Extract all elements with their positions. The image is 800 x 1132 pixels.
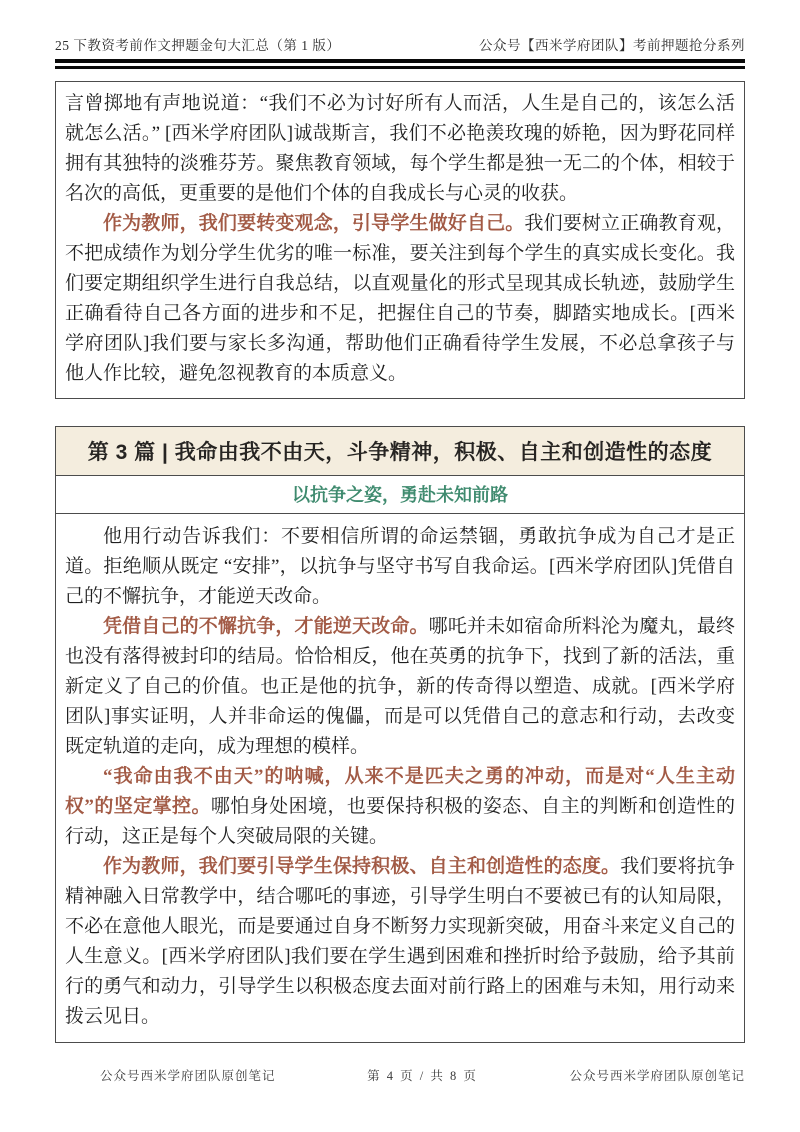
- paragraph: [65, 852, 735, 1032]
- paragraph-emphasis: 作为教师，我们要转变观念，引导学生做好自己。: [103, 213, 525, 234]
- essay-3-subtitle: 以抗争之姿，勇赴未知前路: [56, 476, 744, 514]
- page-header: [55, 0, 745, 54]
- paragraph-text: 言曾掷地有声地说道：“我们不必为讨好所有人而活，人生是自己的，该怎么活就怎么活。” [西米学府团队]诚哉斯言，我们不必艳羡玫瑰的娇艳，因为野花同样拥有其独特的淡雅芬芳。聚焦教育领域，每个学生都是独一无二的个体，相较于名次的高低，更重要的是他们个体的自我成长与心灵的收获。: [65, 93, 735, 204]
- paragraph-emphasis: 凭借自己的不懈抗争，才能逆天改命。: [103, 616, 429, 637]
- header-double-rule: [55, 59, 745, 69]
- paragraph-text: 他用行动告诉我们：不要相信所谓的命运禁锢，勇敢抗争成为自己才是正道。拒绝顺从既定 “安排”，以抗争与坚守书写自我命运。[西米学府团队]凭借自己的不懈抗争，才能逆天改命。: [65, 526, 735, 607]
- paragraph-text: 哪怕身处困境，也要保持积极的姿态、自主的判断和创造性的行动，这正是每个人突破局限的关键。: [65, 796, 735, 847]
- essay-3-section: [55, 426, 745, 1043]
- paragraph: [65, 522, 735, 612]
- paragraph: [65, 762, 735, 852]
- footer-page-number: 第 4 页 / 共 8 页: [367, 1069, 478, 1083]
- header-left-title: 25 下教资考前作文押题金句大汇总（第 1 版）: [55, 38, 341, 53]
- paragraph: [65, 612, 735, 762]
- paragraph: [65, 209, 735, 389]
- header-right-title: 公众号【西米学府团队】考前押题抢分系列: [479, 38, 745, 53]
- paragraph-emphasis: 作为教师，我们要引导学生保持积极、自主和创造性的态度。: [103, 856, 621, 877]
- essay-3-title: 第 3 篇 | 我命由我不由天，斗争精神，积极、自主和创造性的态度: [56, 427, 744, 476]
- essay-3-body: [56, 514, 744, 1042]
- page-footer: [55, 1066, 745, 1084]
- footer-left-note: 公众号西米学府团队原创笔记: [100, 1069, 276, 1083]
- paragraph-emphasis: “我命由我不由天”的呐喊，从来不是匹夫之勇的冲动，而是对“人生主动权”的坚定掌控。: [65, 766, 735, 817]
- previous-essay-continuation-box: [55, 81, 745, 399]
- paragraph: [65, 89, 735, 209]
- footer-right-note: 公众号西米学府团队原创笔记: [569, 1069, 745, 1083]
- paragraph-text: 我们要树立正确教育观，不把成绩作为划分学生优劣的唯一标准，要关注到每个学生的真实成长变化。我们要定期组织学生进行自我总结，以直观量化的形式呈现其成长轨迹，鼓励学生正确看待自己各方面的进步和不足，把握住自己的节奏，脚踏实地成长。[西米学府团队]我们要与家长多沟通，帮助他们正确看待学生发展，不必总拿孩子与他人作比较，避免忽视教育的本质意义。: [65, 213, 735, 384]
- paragraph-text: 哪吒并未如宿命所料沦为魔丸，最终也没有落得被封印的结局。恰恰相反，他在英勇的抗争下，找到了新的活法，重新定义了自己的价值。也正是他的抗争，新的传奇得以塑造、成就。[西米学府团队]事实证明，人并非命运的傀儡，而是可以凭借自己的意志和行动，去改变既定轨道的走向，成为理想的模样。: [65, 616, 735, 757]
- paragraph-text: 我们要将抗争精神融入日常教学中，结合哪吒的事迹，引导学生明白不要被已有的认知局限，不必在意他人眼光，而是要通过自身不断努力实现新突破，用奋斗来定义自己的人生意义。[西米学府团队]我们要在学生遇到困难和挫折时给予鼓励，给予其前行的勇气和动力，引导学生以积极态度去面对前行路上的困难与未知，用行动来拨云见日。: [65, 856, 735, 1027]
